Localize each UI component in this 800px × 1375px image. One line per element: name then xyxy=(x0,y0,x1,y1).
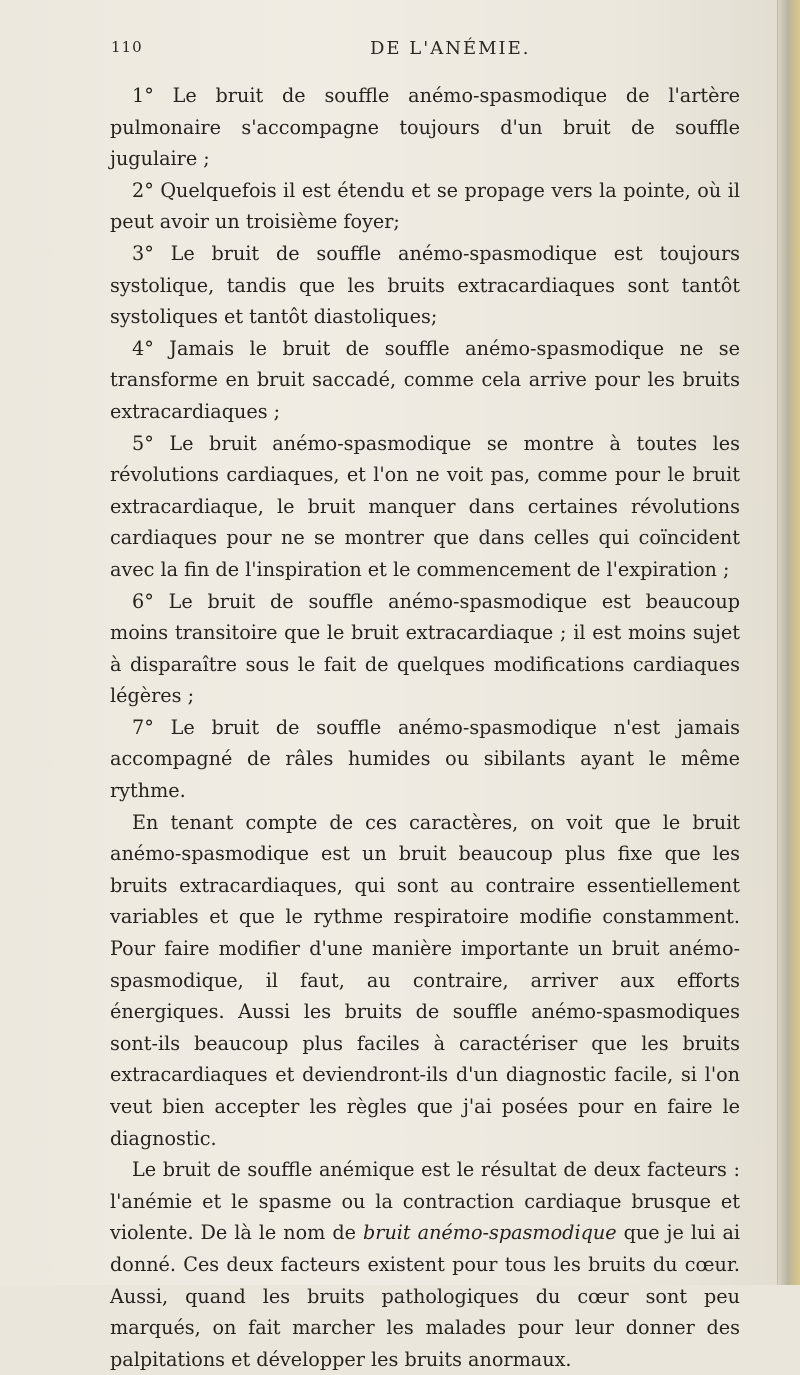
conclusion-text-start: Le bruit de souffle anémique est le résultat de deux facteurs : l'anémie et le spasme ou la contraction cardiaque brusque et violente. De là le nom de xyxy=(110,1158,740,1245)
page-number: 110 xyxy=(111,38,143,56)
conclusion-italic-term: bruit anémo-spasmodique xyxy=(362,1221,617,1245)
conclusion-text-end: que je lui ai donné. Ces deux facteurs existent pour tous les bruits du cœur. Aussi, quand les bruits pathologiques du cœur sont peu marqués, on fait marcher les malades pour leur donner des palpitations et développer les bruits anormaux. xyxy=(110,1221,741,1371)
paragraph-item-2: 2° Quelquefois il est étendu et se propage vers la pointe, où il peut avoir un troisième foyer; xyxy=(110,178,740,234)
paragraph-item-6: 6° Le bruit de souffle anémo-spasmodique est beaucoup moins transitoire que le bruit extracardiaque ; il est moins sujet à disparaître sous le fait de quelques modifications cardiaques légères ; xyxy=(110,589,740,708)
paragraph-item-5: 5° Le bruit anémo-spasmodique se montre à toutes les révolutions cardiaques, et l'on ne voit pas, comme pour le bruit extracardiaque, le bruit manquer dans certaines révolutions cardiaques pour ne se montrer que dans celles qui coïncident avec la fin de l'inspiration et le commencement de l'expiration ; xyxy=(110,431,740,581)
paragraph-item-7: 7° Le bruit de souffle anémo-spasmodique n'est jamais accompagné de râles humides ou sibilants ayant le même rythme. xyxy=(110,715,740,803)
paragraph-item-3: 3° Le bruit de souffle anémo-spasmodique est toujours systolique, tandis que les bruits extracardiaques sont tantôt systoliques et tantôt diastoliques; xyxy=(110,241,740,329)
running-title: DE L'ANÉMIE. xyxy=(370,38,531,59)
book-edge xyxy=(778,0,800,1285)
paragraph-conclusion xyxy=(110,1154,740,1375)
paragraph-item-4: 4° Jamais le bruit de souffle anémo-spasmodique ne se transforme en bruit saccadé, comme cela arrive pour les bruits extracardiaques ; xyxy=(110,336,740,423)
paragraph-summary: En tenant compte de ces caractères, on voit que le bruit anémo-spasmodique est un bruit beaucoup plus fixe que les bruits extracardiaques, qui sont au contraire essentiellement variables et que le rythme respiratoire modifie constamment. Pour faire modifier d'une manière importante un bruit anémo-spasmodique, il faut, au contraire, arriver aux efforts énergiques. Aussi les bruits de souffle anémo-spasmodiques sont-ils beaucoup plus faciles à caractériser que les bruits extracardiaques et deviendront-ils d'un diagnostic facile, si l'on veut bien accepter les règles que j'ai posées pour en faire le diagnostic. xyxy=(110,810,740,1150)
page-header xyxy=(0,38,790,78)
paragraph-item-1: 1° Le bruit de souffle anémo-spasmodique de l'artère pulmonaire s'accompagne toujours d'un bruit de souffle jugulaire ; xyxy=(110,84,740,171)
page-body xyxy=(110,80,740,1375)
